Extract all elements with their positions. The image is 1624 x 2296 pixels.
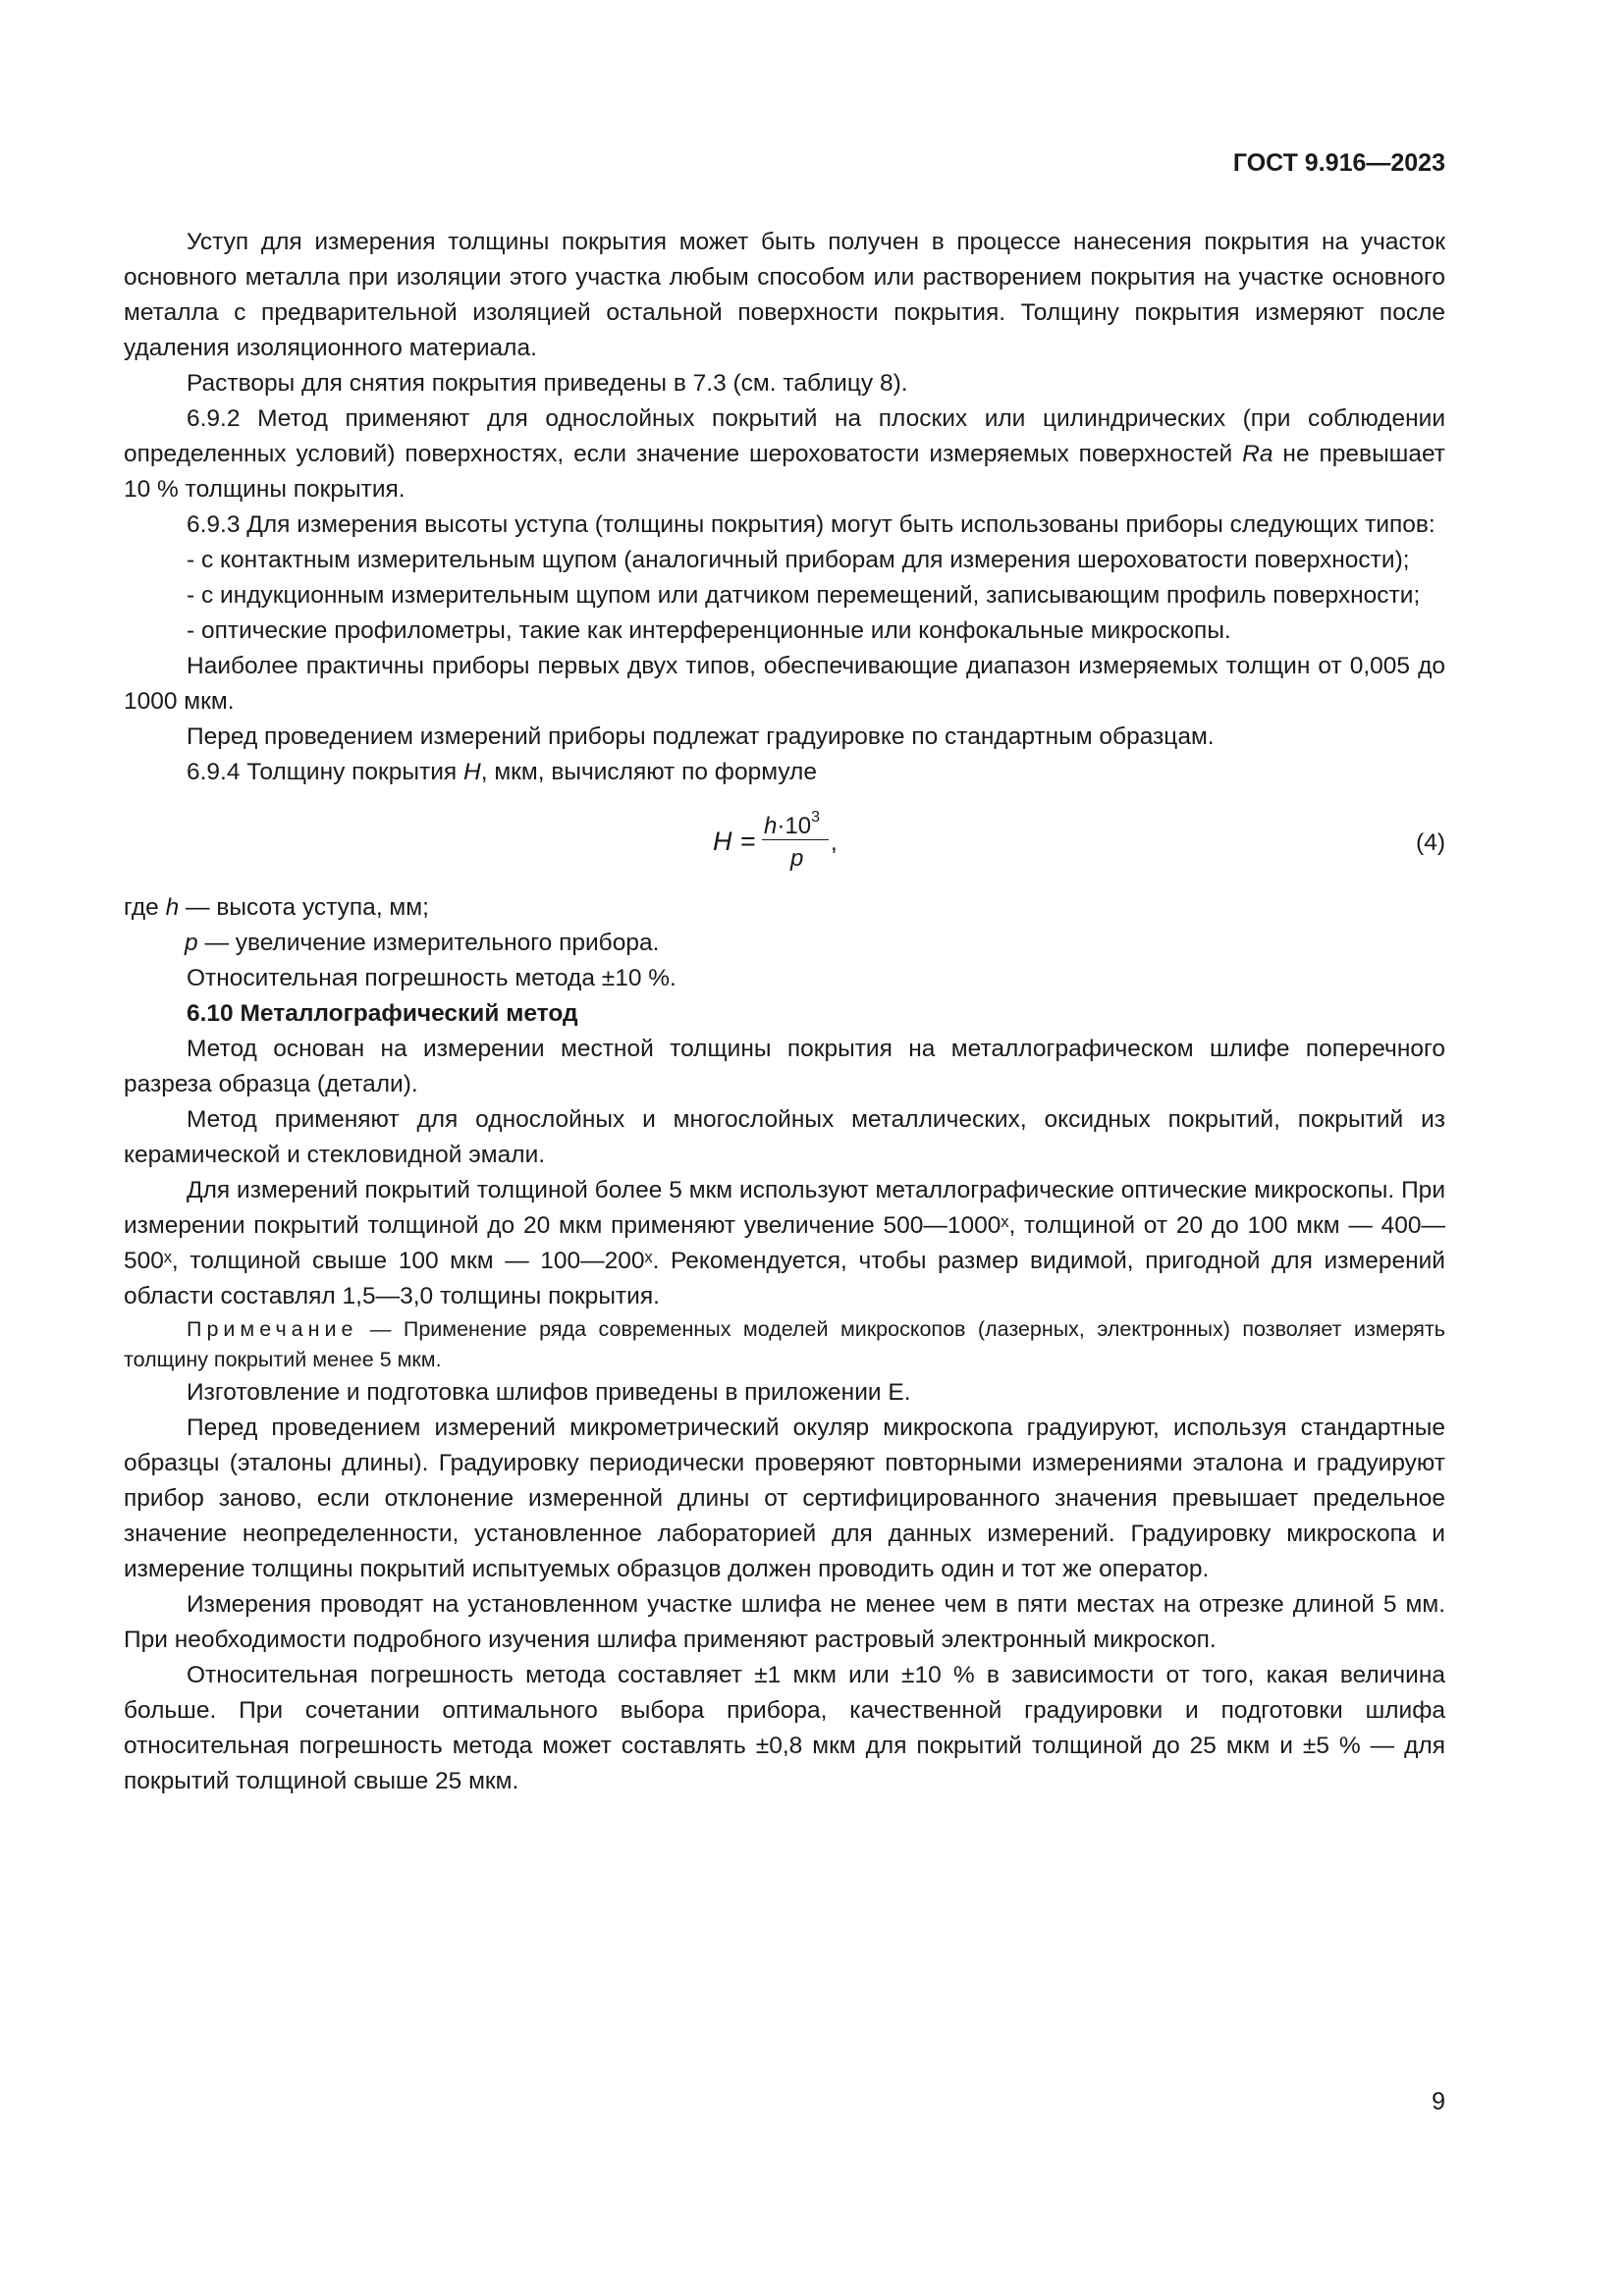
formula-dot: · — [777, 813, 785, 839]
formula-base: 10 — [785, 813, 812, 839]
paragraph: Растворы для снятия покрытия приведены в 7.3 (см. таблицу 8). — [187, 370, 908, 397]
method-error: Относительная погрешность метода ±10 %. — [187, 965, 677, 991]
note-label: Примечание — [187, 1317, 358, 1341]
page-number: 9 — [1432, 2088, 1445, 2115]
where-p-definition: — увеличение измерительного прибора. — [197, 930, 660, 956]
equation-number: (4) — [1416, 829, 1445, 856]
paragraph: Относительная погрешность метода составляет ±1 мкм или ±10 % в зависимости от того, какая величина больше. При сочетании оптимального выбора прибора, качественной градуировки и подготовки шлифа относительная погрешность метода может составлять ±0,8 мкм для покрытий толщиной до 25 мкм и ±5 % — для покрытий толщиной свыше 25 мкм. — [124, 1662, 1445, 1794]
clause-6-9-2 — [124, 401, 1445, 507]
paragraph: Наиболее практичны приборы первых двух типов, обеспечивающие диапазон измеряемых толщин от 0,005 до 1000 мкм. — [124, 653, 1445, 715]
formula-exponent: 3 — [811, 809, 820, 826]
formula-comma: , — [831, 829, 838, 856]
clause-text: 6.9.4 Толщину покрытия — [187, 759, 463, 785]
list-item: - с индукционным измерительным щупом или датчиком перемещений, записывающим профиль поверхности; — [187, 582, 1421, 609]
clause-text: , мкм, вычисляют по формуле — [480, 759, 817, 785]
clause-6-9-3: 6.9.3 Для измерения высоты уступа (толщины покрытия) могут быть использованы приборы следующих типов: — [187, 511, 1435, 538]
variable-ra: Ra — [1242, 441, 1273, 467]
where-h-line — [124, 890, 1445, 926]
where-var-p: p — [185, 930, 198, 956]
formula-denominator: p — [790, 845, 804, 872]
paragraph: Перед проведением измерений приборы подлежат градуировке по стандартным образцам. — [187, 723, 1215, 750]
page-body — [124, 225, 1445, 1799]
formula-block — [124, 798, 1445, 890]
formula-equals: = — [740, 827, 756, 856]
document-code-header: ГОСТ 9.916—2023 — [1232, 149, 1445, 177]
clause-6-9-4 — [124, 755, 1445, 790]
paragraph: Метод основан на измерении местной толщины покрытия на металлографическом шлифе поперечного разреза образца (детали). — [124, 1036, 1445, 1097]
where-p-line — [124, 926, 1445, 961]
note-text: — Применение ряда современных моделей микроскопов (лазерных, электронных) позволяет измерять толщину покрытий менее 5 мкм. — [124, 1317, 1445, 1371]
where-lead: где — [124, 894, 166, 921]
fraction-bar — [762, 839, 829, 840]
paragraph: Уступ для измерения толщины покрытия может быть получен в процессе нанесения покрытия на участок основного металла при изоляции этого участка любым способом или растворением покрытия на участке основного металла с предварительной изоляцией остальной поверхности покрытия. Толщину покрытия измеряют после удаления изоляционного материала. — [124, 229, 1445, 361]
formula-lhs: H — [713, 827, 732, 856]
section-heading: 6.10 Металлографический метод — [187, 1000, 578, 1027]
formula-var-h: h — [764, 813, 778, 839]
formula-numerator — [764, 800, 820, 844]
note — [124, 1314, 1445, 1375]
paragraph: Перед проведением измерений микрометрический окуляр микроскопа градуируют, используя стандартные образцы (эталоны длины). Градуировку периодически проверяют повторными измерениями эталона и градуируют прибор заново, если отклонение измеренной длины от сертифицированного значения превышает предельное значение неопределенности, установленное лабораторией для данных измерений. Градуировку микроскопа и измерение толщины покрытий испытуемых образцов должен проводить один и тот же оператор. — [124, 1415, 1445, 1582]
paragraph: Для измерений покрытий толщиной более 5 мкм используют металлографические оптические микроскопы. При измерении покрытий толщиной до 20 мкм применяют увеличение 500—1000ˣ, толщиной от 20 до 100 мкм — 400—500ˣ, толщиной свыше 100 мкм — 100—200ˣ. Рекомендуется, чтобы размер видимой, пригодной для измерений области составлял 1,5—3,0 толщины покрытия. — [124, 1177, 1445, 1309]
where-h-definition: — высота уступа, мм; — [179, 894, 429, 921]
paragraph: Измерения проводят на установленном участке шлифа не менее чем в пяти местах на отрезке длиной 5 мм. При необходимости подробного изучения шлифа применяют растровый электронный микроскоп. — [124, 1591, 1445, 1653]
list-item: - оптические профилометры, такие как интерференционные или конфокальные микроскопы. — [187, 617, 1231, 644]
list-item: - с контактным измерительным щупом (аналогичный приборам для измерения шероховатости поверхности); — [187, 547, 1410, 573]
where-var-h: h — [165, 894, 180, 921]
formula — [713, 798, 890, 890]
paragraph: Метод применяют для однослойных и многослойных металлических, оксидных покрытий, покрытий из керамической и стекловидной эмали. — [124, 1106, 1445, 1168]
paragraph: Изготовление и подготовка шлифов приведены в приложении Е. — [187, 1379, 911, 1406]
clause-text: 6.9.2 Метод применяют для однослойных покрытий на плоских или цилиндрических (при соблюдении определенных условий) поверхностях, если значение шероховатости измеряемых поверхностей — [124, 405, 1445, 467]
clause-text: не превышает 10 % толщины покрытия. — [124, 441, 1445, 503]
variable-h: H — [463, 759, 481, 785]
